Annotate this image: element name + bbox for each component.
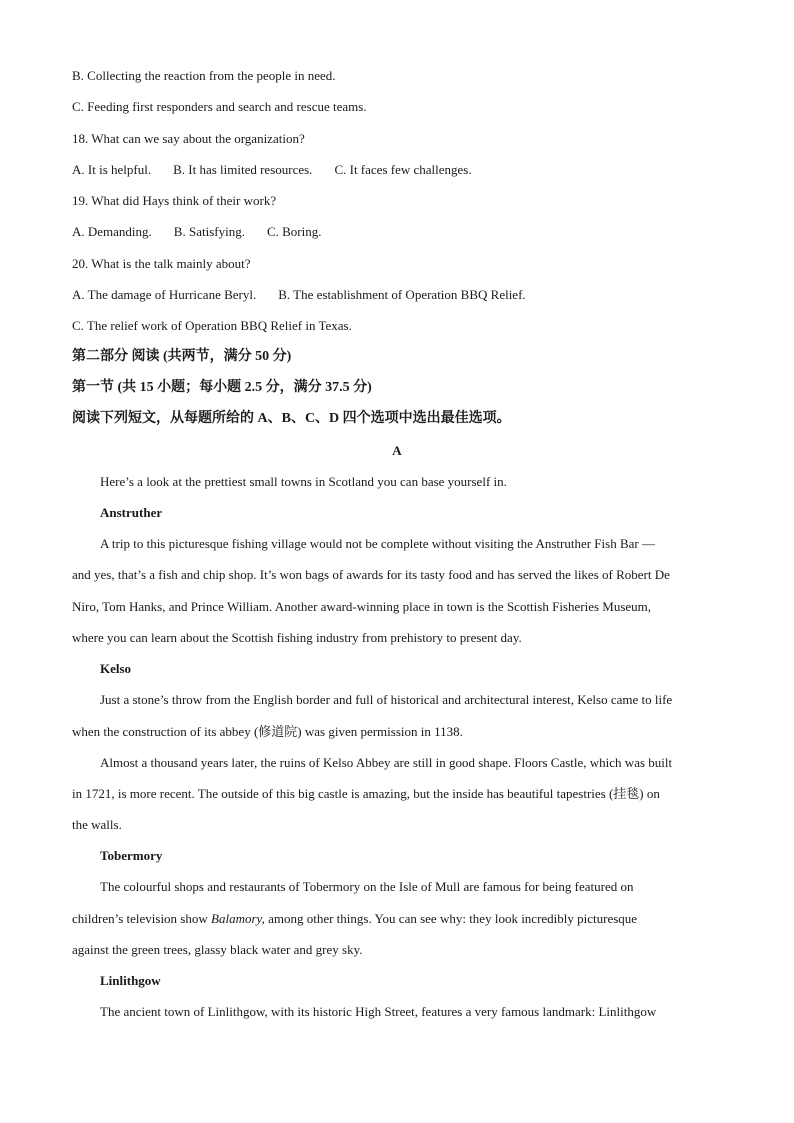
q18-option-b: B. It has limited resources. bbox=[173, 162, 313, 177]
kelso-p1-line-2: when the construction of its abbey (修道院) was given permission in 1138. bbox=[72, 724, 463, 739]
q20-option-b: B. The establishment of Operation BBQ Relief. bbox=[278, 287, 526, 302]
tobermory-line-3: against the green trees, glassy black water and grey sky. bbox=[72, 942, 363, 957]
section-title: 第一节 (共 15 小题；每小题 2.5 分，满分 37.5 分) bbox=[72, 380, 372, 395]
anstruther-line-2: and yes, that’s a fish and chip shop. It’s won bags of awards for its tasty food and has served the likes of Robert De bbox=[72, 567, 670, 582]
q19-option-c: C. Boring. bbox=[266, 224, 322, 239]
q20-option-a: A. The damage of Hurricane Beryl. bbox=[72, 287, 257, 302]
heading-tobermory: Tobermory bbox=[100, 848, 163, 863]
passage-intro: Here’s a look at the prettiest small towns in Scotland you can base yourself in. bbox=[100, 474, 507, 489]
heading-anstruther: Anstruther bbox=[100, 505, 163, 520]
q20-options bbox=[72, 287, 722, 303]
tobermory-line-1: The colourful shops and restaurants of Tobermory on the Isle of Mull are famous for being featured on bbox=[100, 879, 634, 894]
instruction: 阅读下列短文，从每题所给的 A、B、C、D 四个选项中选出最佳选项。 bbox=[72, 411, 511, 426]
tobermory-line-2-start: children’s television show bbox=[72, 911, 212, 926]
q20-question: 20. What is the talk mainly about? bbox=[72, 256, 251, 271]
q17-option-c: C. Feeding first responders and search and rescue teams. bbox=[72, 99, 367, 114]
linlithgow-line-1: The ancient town of Linlithgow, with its historic High Street, features a very famous landmark: Linlithgow bbox=[100, 1004, 657, 1019]
anstruther-line-1: A trip to this picturesque fishing village would not be complete without visiting the Anstruther Fish Bar — bbox=[100, 536, 655, 551]
q17-option-b: B. Collecting the reaction from the people in need. bbox=[72, 68, 336, 83]
q19-question: 19. What did Hays think of their work? bbox=[72, 193, 277, 208]
q18-options bbox=[72, 162, 722, 178]
q18-question: 18. What can we say about the organization? bbox=[72, 131, 305, 146]
passage-label: A bbox=[392, 443, 402, 458]
kelso-p2-line-2: in 1721, is more recent. The outside of this big castle is amazing, but the inside has beautiful tapestries (挂毯) on bbox=[72, 786, 660, 801]
kelso-p2-line-1: Almost a thousand years later, the ruins of Kelso Abbey are still in good shape. Floors Castle, which was built bbox=[100, 755, 673, 770]
kelso-p2-line-3: the walls. bbox=[72, 817, 122, 832]
heading-linlithgow: Linlithgow bbox=[100, 973, 161, 988]
tobermory-line-2-end: among other things. You can see why: they look incredibly picturesque bbox=[264, 911, 638, 926]
q18-option-a: A. It is helpful. bbox=[72, 162, 152, 177]
anstruther-line-3: Niro, Tom Hanks, and Prince William. Another award-winning place in town is the Scottish Fisheries Museum, bbox=[72, 599, 652, 614]
q18-option-c: C. It faces few challenges. bbox=[334, 162, 472, 177]
tobermory-line-2 bbox=[72, 911, 722, 927]
part-title: 第二部分 阅读 (共两节，满分 50 分) bbox=[72, 349, 292, 364]
q19-options bbox=[72, 224, 722, 240]
q19-option-b: B. Satisfying. bbox=[173, 224, 245, 239]
kelso-p1-line-1: Just a stone’s throw from the English border and full of historical and architectural interest, Kelso came to life bbox=[100, 692, 673, 707]
q20-option-c: C. The relief work of Operation BBQ Relief in Texas. bbox=[72, 318, 352, 333]
show-title: Balamory, bbox=[211, 911, 265, 926]
anstruther-line-4: where you can learn about the Scottish fishing industry from prehistory to present day. bbox=[72, 630, 522, 645]
q19-option-a: A. Demanding. bbox=[72, 224, 152, 239]
heading-kelso: Kelso bbox=[100, 661, 132, 676]
